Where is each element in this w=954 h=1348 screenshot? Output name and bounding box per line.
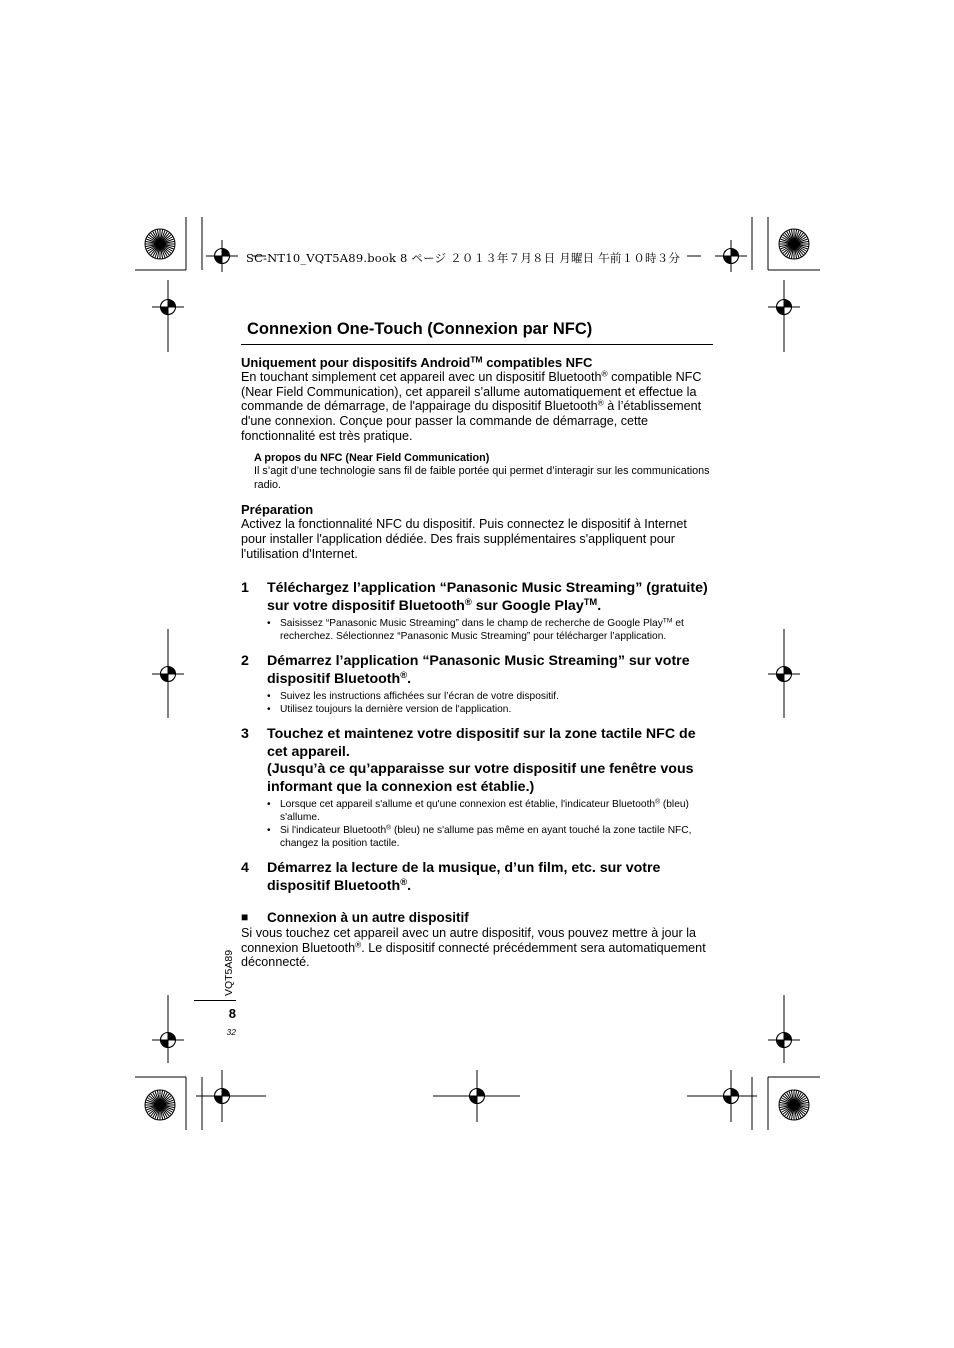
step-2 — [241, 653, 713, 716]
other-device-heading: Connexion à un autre dispositif — [267, 910, 469, 926]
step-1 — [241, 580, 713, 643]
step-3-bullets — [267, 798, 713, 850]
list-item: • Utilisez toujours la dernière version de l'application. — [267, 703, 713, 716]
step-3 — [241, 726, 713, 850]
intro-section — [241, 355, 713, 443]
list-item: • Suivez les instructions affichées sur l’écran de votre dispositif. — [267, 690, 713, 703]
step-number: 2 — [241, 653, 249, 670]
model-code: VQT5A89 — [223, 949, 235, 997]
other-device-text: Si vous touchez cet appareil avec un autre dispositif, vous pouvez mettre à jour la connexion Bluetooth®. Le dispositif connecté précédemment sera automatiquement déconnecté. — [241, 926, 706, 970]
preparation-text: Activez la fonctionnalité NFC du dispositif. Puis connectez le dispositif à Internet pour installer l'application dédiée. Des frais supplémentaires s'appliquent pour l'utilisation d'Internet. — [241, 517, 687, 561]
square-bullet-icon: ■ — [241, 910, 249, 925]
step-2-text: Démarrez l’application “Panasonic Music Streaming” sur votre dispositif Bluetooth®. — [267, 653, 690, 687]
step-4-text: Démarrez la lecture de la musique, d’un film, etc. sur votre dispositif Bluetooth®. — [267, 860, 661, 894]
page-title: Connexion One-Touch (Connexion par NFC) — [241, 320, 713, 345]
step-number: 1 — [241, 580, 249, 597]
page-number-rule — [194, 1000, 236, 1001]
step-number: 4 — [241, 860, 249, 877]
print-header-line: SC-NT10_VQT5A89.book 8 ページ ２０１３年７月８日 月曜日 午前１０時３分 — [246, 251, 681, 265]
step-3-text: Touchez et maintenez votre dispositif sur la zone tactile NFC de cet appareil. — [267, 726, 696, 760]
page-number: 8 — [228, 1006, 236, 1021]
step-3-subtext: (Jusqu’à ce qu’apparaisse sur votre dispositif une fenêtre vous informant que la connexion est établie.) — [267, 761, 694, 795]
sub-page-number: 32 — [226, 1027, 236, 1037]
android-heading: Uniquement pour dispositifs Android™ compatibles NFC — [241, 354, 593, 370]
nfc-note-text: Il s’agit d’une technologie sans fil de faible portée qui permet d’interagir sur les communications radio. — [254, 465, 710, 491]
list-item: • Saisissez “Panasonic Music Streaming” dans le champ de recherche de Google Play™ et recherchez. Sélectionnez “Panasonic Music Streaming” pour télécharger l’application. — [267, 617, 713, 643]
step-2-bullets — [267, 690, 713, 716]
list-item: • Lorsque cet appareil s'allume et qu'une connexion est établie, l'indicateur Bluetooth® (bleu) s'allume. — [267, 798, 713, 824]
step-1-text: Téléchargez l’application “Panasonic Music Streaming” (gratuite) sur votre dispositif Bluetooth® sur Google Play™. — [267, 580, 708, 614]
list-item: • Si l'indicateur Bluetooth® (bleu) ne s'allume pas même en ayant touché la zone tactile NFC, changez la position tactile. — [267, 824, 713, 850]
preparation-heading: Préparation — [241, 502, 314, 518]
nfc-note — [254, 452, 713, 492]
nfc-note-heading: A propos du NFC (Near Field Communication) — [254, 452, 490, 465]
main-content — [241, 320, 713, 970]
preparation-section — [241, 502, 713, 561]
step-4 — [241, 860, 713, 895]
step-number: 3 — [241, 726, 249, 743]
intro-paragraph: En touchant simplement cet appareil avec un dispositif Bluetooth® compatible NFC (Near Field Communication), cet appareil s’allume automatiquement et effectue la commande de démarrage, de l'appairage du dispositif Bluetooth® à l’établissement d'une connexion. Conçue pour passer la commande de démarrage, cette fonctionnalité est très pratique. — [241, 368, 702, 443]
other-device-section — [241, 909, 713, 926]
step-1-bullets — [267, 617, 713, 643]
